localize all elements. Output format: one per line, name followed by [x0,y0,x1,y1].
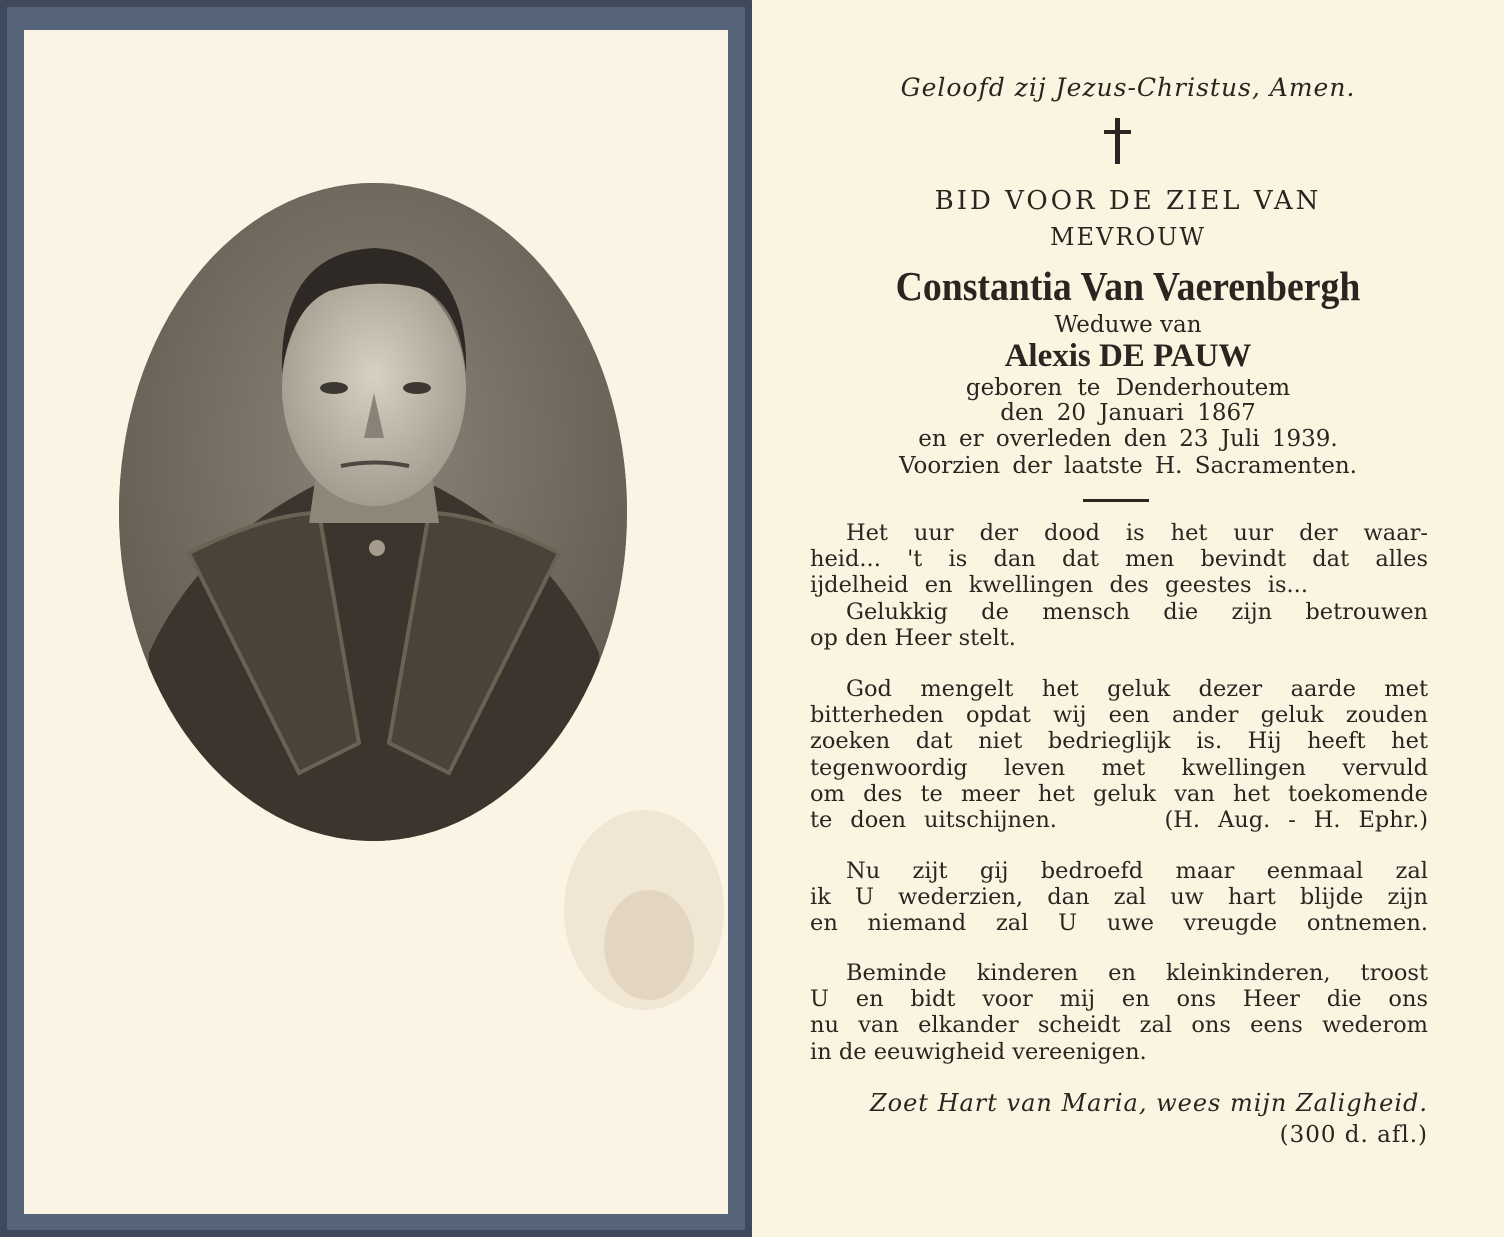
paragraph-line: Het uur der dood is het uur der waar- [846,520,1428,546]
divider [1083,499,1149,502]
pray-for-soul-line: BID VOOR DE ZIEL VAN [934,186,1322,216]
paragraph-line: op den Heer stelt. [810,624,1016,651]
paragraph-line: nu van elkander scheidt zal ons eens wederom [810,1012,1428,1039]
paragraph-line: om des te meer het geluk van het toekomende [810,780,1428,807]
widow-of-line: Weduwe van [1054,312,1202,338]
indulgence-note: (300 d. afl.) [1279,1122,1428,1148]
deceased-name: Constantia Van Vaerenbergh [895,263,1361,309]
paragraph-4 [810,960,1428,1065]
closing-prayer: Zoet Hart van Maria, wees mijn Zaligheid. [869,1089,1428,1117]
paragraph-line: bitterheden opdat wij een ander geluk zouden [810,702,1428,729]
paragraph-line: Nu zijt gij bedroefd maar eenmaal zal [846,858,1428,884]
title-line: MEVROUW [1049,223,1207,251]
paragraph-line: Gelukkig de mensch die zijn betrouwen [846,598,1428,625]
paragraph-line: en niemand zal U uwe vreugde ontnemen. [810,910,1428,937]
death-date-line: en er overleden den 23 Juli 1939. [918,426,1338,452]
paragraph-line: in de eeuwigheid vereenigen. [810,1038,1147,1065]
paragraph-line: heid... 't is dan dat men bevindt dat alles [810,546,1428,573]
paper-stain [604,890,694,1000]
paragraph-line: tegenwoordig leven met kwellingen vervuld [810,754,1428,781]
paragraph-line: zoeken dat niet bedrieglijk is. Hij heeft het [810,728,1428,755]
husband-name: Alexis DE PAUW [1004,338,1252,374]
birth-date-line: den 20 Januari 1867 [1000,400,1256,426]
paragraph-line: God mengelt het geluk dezer aarde met [846,676,1428,702]
birthplace-line: geboren te Denderhoutem [965,375,1291,401]
latin-cross-icon [1101,118,1135,164]
portrait-photo-icon [119,183,627,841]
paragraph-line: ik U wederzien, dan zal uw hart blijde zijn [810,884,1428,911]
paragraph-1 [810,520,1428,651]
paragraph-line-citation: te doen uitschijnen. (H. Aug. - H. Ephr.) [810,806,1428,833]
prayer-card [752,0,1504,1237]
paragraph-2 [810,676,1428,833]
portrait-photo [119,183,627,841]
paragraph-line: U en bidt voor mij en ons Heer die ons [810,986,1428,1013]
sacraments-line: Voorzien der laatste H. Sacramenten. [899,453,1357,479]
paragraph-line: Beminde kinderen en kleinkinderen, troost [846,960,1428,986]
paragraph-line: ijdelheid en kwellingen des geestes is... [810,572,1308,599]
header-motto: Geloofd zij Jezus-Christus, Amen. [900,73,1356,102]
paragraph-3 [810,858,1428,937]
